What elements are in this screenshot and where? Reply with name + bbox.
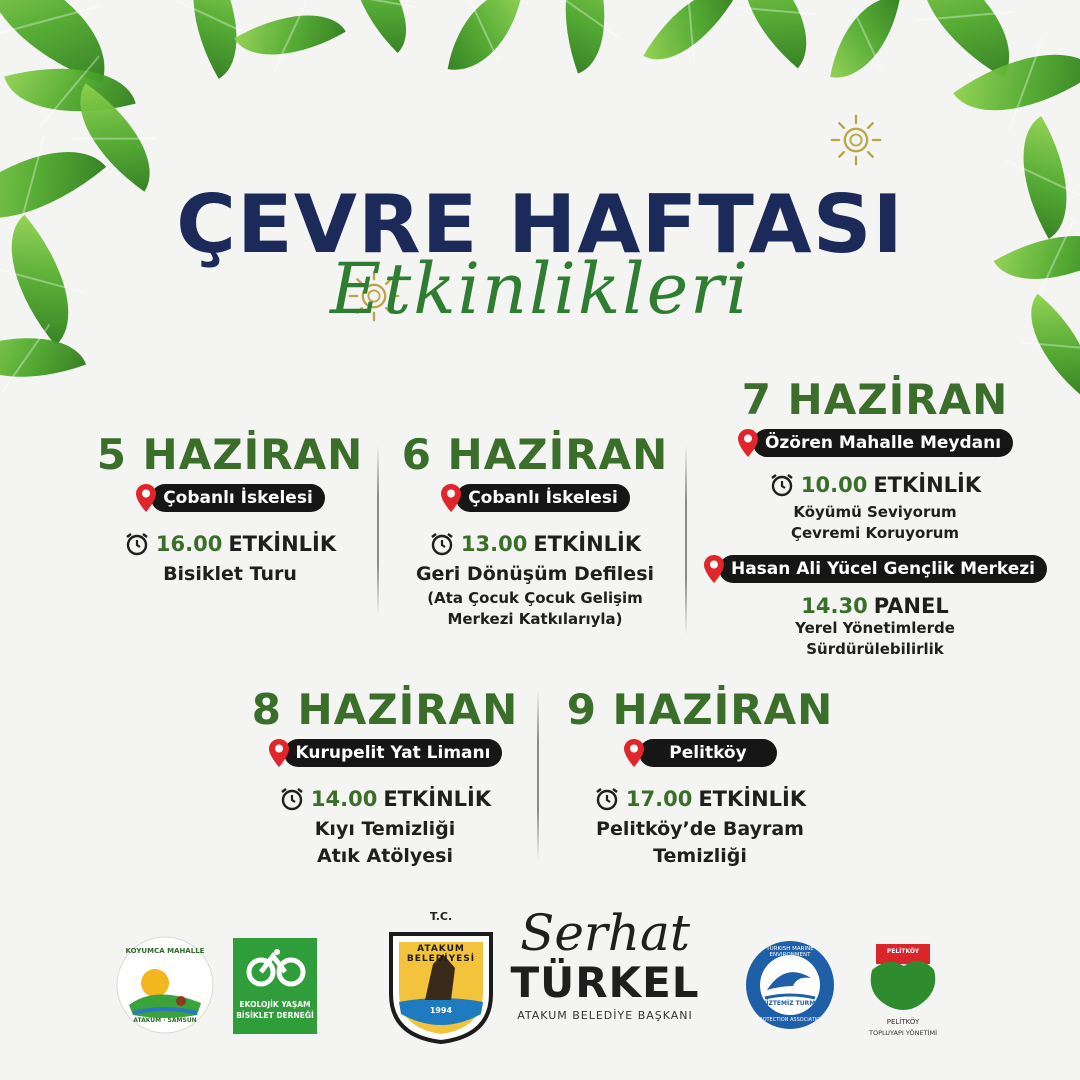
event-time: 14.30 [801, 594, 868, 618]
event-time-row [594, 786, 806, 812]
event-time: 14.00 [310, 787, 378, 811]
logo-text: PELİTKÖY [886, 948, 920, 955]
event-type: ETKİNLİK [698, 787, 807, 811]
location-label: Pelitköy [639, 739, 776, 767]
alarm-clock-icon [279, 786, 305, 812]
mayor-signature: Serhat [520, 904, 690, 962]
divider [537, 690, 539, 860]
ekolojik-yasam-logo [233, 938, 317, 1034]
event-description: Pelitköy’de Bayram [596, 818, 804, 840]
event-note: Sürdürülebilirlik [806, 640, 944, 658]
sun-icon [828, 112, 884, 168]
divider [377, 445, 379, 615]
location-pin-icon [703, 554, 725, 584]
day-block-6 [390, 430, 680, 630]
event-time: 16.00 [155, 532, 223, 556]
location-pin-icon [623, 738, 645, 768]
divider [685, 445, 687, 635]
location-tag [623, 738, 776, 768]
day-block-8 [245, 685, 525, 870]
event-time-row [801, 594, 948, 618]
event-note: Merkezi Katkılarıyla) [447, 610, 623, 628]
event-note: (Ata Çocuk Çocuk Gelişim [427, 589, 643, 607]
event-time-row [124, 531, 336, 557]
event-type: ETKİNLİK [383, 787, 492, 811]
alarm-clock-icon [429, 531, 455, 557]
day-date: 6 HAZİRAN [401, 430, 669, 479]
day-date: 5 HAZİRAN [96, 430, 364, 479]
event-description: Atık Atölyesi [317, 845, 453, 867]
logo-text: TOPLUYAPI YÖNETİMİ [869, 1029, 937, 1037]
logo-text: T.C. [429, 910, 453, 923]
logo-text: TURKISH MARINE ENVIRONMENT [766, 946, 814, 958]
pelitkoy-logo [858, 940, 948, 1050]
event-time: 13.00 [460, 532, 528, 556]
mayor-title: ATAKUM BELEDİYE BAŞKANI [517, 1009, 693, 1022]
mayor-signature-block [500, 905, 710, 1045]
logo-text: ATAKUM · SAMSUN [133, 1017, 197, 1024]
event-type: PANEL [873, 594, 949, 618]
location-label: Hasan Ali Yücel Gençlik Merkezi [719, 555, 1047, 583]
event-description: Bisiklet Turu [163, 563, 297, 585]
day-block-7 [695, 375, 1055, 660]
logo-text: BİSİKLET DERNEĞİ [236, 1011, 314, 1020]
day-date: 9 HAZİRAN [566, 685, 834, 734]
logo-text: ATAKUM BELEDİYESİ [406, 944, 476, 964]
logo-text: 1994 [429, 1006, 453, 1015]
logo-text: EKOLOJİK YAŞAM [239, 1000, 311, 1009]
logo-text: KOYUMCA MAHALLE [125, 947, 205, 955]
event-description: Geri Dönüşüm Defilesi [415, 563, 655, 585]
page-subtitle: Etkinlikleri [330, 248, 750, 330]
alarm-clock-icon [124, 531, 150, 557]
page-title: ÇEVRE HAFTASI [176, 178, 904, 271]
location-tag [268, 738, 503, 768]
location-tag [737, 428, 1013, 458]
turmepa-logo [745, 940, 835, 1030]
event-description: Kıyı Temizliği [314, 818, 456, 840]
logo-text: PELİTKÖY [886, 1018, 920, 1026]
alarm-clock-icon [769, 472, 795, 498]
event-description: Temizliği [653, 845, 747, 867]
koyumca-mahalle-logo [115, 935, 215, 1035]
day-block-9 [560, 685, 840, 870]
location-label: Çobanlı İskelesi [151, 484, 325, 512]
day-date: 8 HAZİRAN [251, 685, 519, 734]
event-note: Çevremi Koruyorum [790, 524, 960, 542]
event-type: ETKİNLİK [228, 532, 337, 556]
location-label: Çobanlı İskelesi [456, 484, 630, 512]
alarm-clock-icon [594, 786, 620, 812]
logo-text: PROTECTION ASSOCIATION [756, 1017, 824, 1023]
day-date: 7 HAZİRAN [741, 375, 1009, 424]
logo-text: DENİZTEMİZ TURMEPA [752, 1000, 828, 1007]
location-label: Özören Mahalle Meydanı [753, 429, 1013, 457]
event-note: Köyümü Seviyorum [793, 503, 957, 521]
atakum-belediyesi-logo [385, 910, 497, 1045]
location-tag [135, 483, 325, 513]
day-block-5 [90, 430, 370, 588]
location-pin-icon [440, 483, 462, 513]
location-label: Kurupelit Yat Limanı [284, 739, 503, 767]
location-pin-icon [268, 738, 290, 768]
event-time-row [429, 531, 641, 557]
event-type: ETKİNLİK [533, 532, 642, 556]
location-pin-icon [135, 483, 157, 513]
event-time: 10.00 [800, 473, 868, 497]
event-note: Yerel Yönetimlerde [795, 619, 955, 637]
event-time-row [279, 786, 491, 812]
location-tag [440, 483, 630, 513]
event-time: 17.00 [625, 787, 693, 811]
location-pin-icon [737, 428, 759, 458]
event-time-row [769, 472, 981, 498]
location-tag [703, 554, 1047, 584]
event-type: ETKİNLİK [873, 473, 982, 497]
mayor-name: TÜRKEL [510, 958, 700, 1007]
